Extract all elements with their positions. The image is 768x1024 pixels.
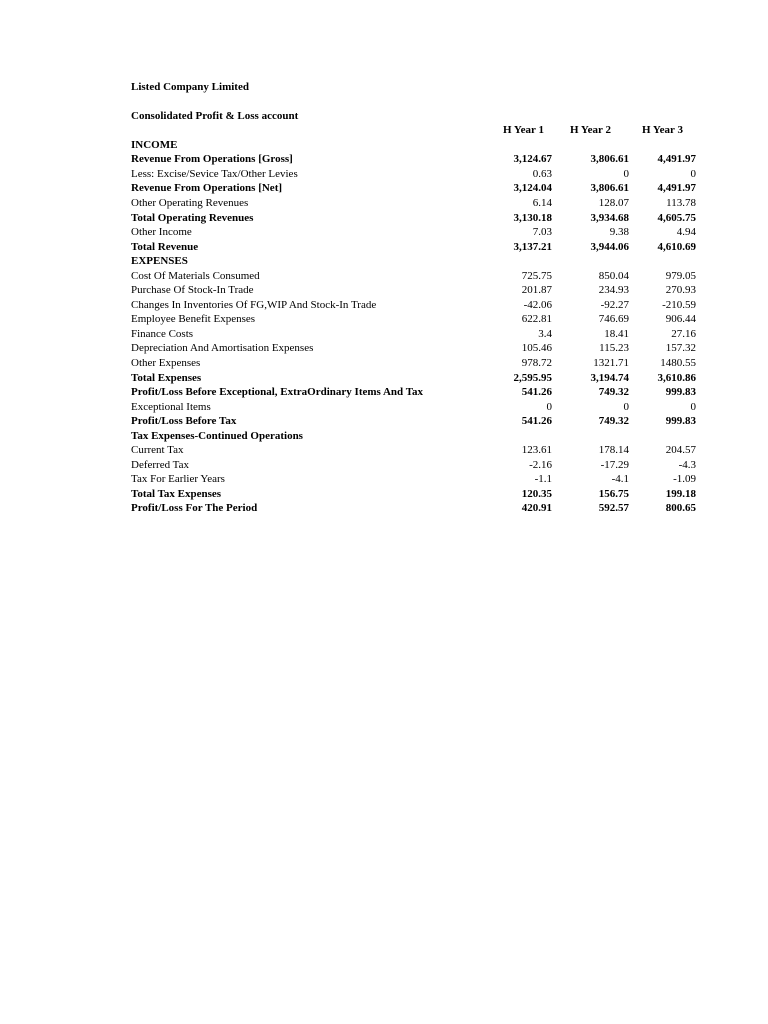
spacer [131, 94, 701, 109]
row-label: Total Revenue [131, 240, 199, 253]
row-value-year-2: 0 [623, 167, 629, 180]
row-value-year-2: 746.69 [598, 313, 629, 326]
row-label: Total Tax Expenses [131, 487, 222, 500]
table-row [131, 268, 696, 283]
table-row [131, 385, 696, 400]
row-value-year-2: 3,944.06 [590, 240, 629, 253]
table-row [131, 414, 696, 429]
row-value-year-2: 592.57 [598, 502, 629, 515]
row-value-year-2: -92.27 [600, 298, 629, 311]
row-value-year-2: 0 [623, 400, 629, 413]
row-label: Total Operating Revenues [131, 211, 254, 224]
row-label: Revenue From Operations [Gross] [131, 153, 293, 166]
row-value-year-3: 3,610.86 [657, 371, 696, 384]
row-value-year-2: 749.32 [598, 415, 629, 428]
row-value-year-2: 9.38 [609, 226, 629, 239]
row-value-year-2: 18.41 [604, 327, 629, 340]
table-row [131, 370, 696, 385]
row-value-year-1: -42.06 [523, 298, 552, 311]
row-value-year-2: 3,806.61 [590, 182, 629, 195]
row-value-year-1: 725.75 [521, 269, 552, 282]
row-label: Profit/Loss For The Period [131, 502, 258, 515]
row-value-year-3 [629, 254, 696, 269]
row-value-year-3: 4,610.69 [657, 240, 696, 253]
row-value-year-3: 999.83 [665, 386, 696, 399]
company-name: Listed Company Limited [131, 81, 249, 93]
row-value-year-3: 1480.55 [660, 357, 696, 370]
row-value-year-2: 3,194.74 [590, 371, 629, 384]
table-row [131, 501, 696, 516]
table-row [131, 458, 696, 473]
row-value-year-1: 420.91 [521, 502, 552, 515]
row-value-year-3: 4,605.75 [657, 211, 696, 224]
row-value-year-3: 0 [690, 167, 696, 180]
row-value-year-3: 999.83 [665, 415, 696, 428]
table-row [131, 254, 696, 269]
column-header-row [131, 123, 696, 138]
row-value-year-1: 123.61 [521, 444, 552, 457]
table-row [131, 196, 696, 211]
row-value-year-3: 113.78 [666, 197, 696, 209]
row-value-year-2: 156.75 [598, 487, 629, 500]
column-header-year-3: H Year 3 [642, 124, 683, 137]
table-row [131, 327, 696, 342]
row-value-year-2: 3,806.61 [590, 153, 629, 166]
table-row [131, 428, 696, 443]
table-row [131, 356, 696, 371]
row-label: Other Operating Revenues [131, 197, 249, 209]
row-value-year-1: 622.81 [521, 313, 552, 326]
row-label: Purchase Of Stock-In Trade [131, 284, 254, 297]
row-value-year-1: 120.35 [521, 487, 552, 500]
row-value-year-1 [495, 138, 552, 153]
row-value-year-2 [552, 254, 629, 269]
row-label: EXPENSES [131, 255, 188, 268]
row-value-year-2: -4.1 [611, 473, 629, 486]
table-row [131, 239, 696, 254]
row-value-year-2: 115.23 [599, 342, 629, 355]
row-value-year-1: 3,130.18 [513, 211, 552, 224]
row-value-year-3: 27.16 [671, 327, 696, 340]
table-row [131, 298, 696, 313]
row-label: Exceptional Items [131, 400, 211, 413]
row-label: Other Income [131, 226, 192, 239]
row-value-year-2 [552, 428, 629, 443]
row-value-year-3: -210.59 [662, 298, 696, 311]
table-row [131, 399, 696, 414]
table-row [131, 341, 696, 356]
row-value-year-1: 541.26 [521, 386, 552, 399]
row-label: Total Expenses [131, 371, 202, 384]
row-label: Tax For Earlier Years [131, 473, 225, 486]
row-label: Profit/Loss Before Tax [131, 415, 237, 428]
statement-title: Consolidated Profit & Loss account [131, 110, 299, 122]
row-label: Cost Of Materials Consumed [131, 269, 260, 282]
row-label: Finance Costs [131, 327, 194, 340]
row-value-year-2: -17.29 [600, 458, 629, 471]
row-value-year-2: 850.04 [598, 269, 629, 282]
row-label: Other Expenses [131, 357, 201, 370]
row-label: Changes In Inventories Of FG,WIP And Stock-In Trade [131, 298, 377, 311]
row-value-year-2: 234.93 [598, 284, 629, 297]
row-value-year-1: 541.26 [521, 415, 552, 428]
row-value-year-3: -1.09 [673, 473, 696, 486]
column-header-year-2: H Year 2 [570, 124, 611, 137]
row-label: Current Tax [131, 444, 184, 457]
row-value-year-3: 800.65 [665, 502, 696, 515]
row-value-year-1: 3.4 [538, 327, 552, 340]
row-value-year-3: 270.93 [665, 284, 696, 297]
row-value-year-2: 749.32 [598, 386, 629, 399]
financial-statement-sheet [131, 80, 701, 516]
table-row [131, 181, 696, 196]
row-value-year-3 [629, 428, 696, 443]
row-value-year-1 [495, 254, 552, 269]
row-label: Employee Benefit Expenses [131, 313, 256, 326]
table-row [131, 225, 696, 240]
table-row [131, 487, 696, 502]
row-value-year-1: 0.63 [532, 167, 552, 180]
row-value-year-1: 6.14 [532, 197, 552, 209]
table-row [131, 152, 696, 167]
table-row [131, 312, 696, 327]
row-value-year-2 [552, 138, 629, 153]
table-row [131, 138, 696, 153]
row-label: Revenue From Operations [Net] [131, 182, 283, 195]
row-value-year-2: 178.14 [598, 444, 629, 457]
row-value-year-3: 204.57 [665, 444, 696, 457]
row-value-year-3: 0 [690, 400, 696, 413]
row-value-year-3 [629, 138, 696, 153]
row-value-year-2: 128.07 [598, 197, 629, 209]
row-value-year-1: 3,124.04 [513, 182, 552, 195]
row-value-year-1: 201.87 [521, 284, 552, 297]
row-value-year-2: 1321.71 [593, 357, 629, 370]
row-value-year-1: 105.46 [521, 342, 552, 355]
profit-loss-table [131, 123, 696, 516]
row-value-year-3: 906.44 [665, 313, 696, 326]
row-label: Deferred Tax [131, 458, 189, 471]
row-value-year-1: 0 [546, 400, 552, 413]
row-value-year-1: 7.03 [532, 226, 552, 239]
row-label: Profit/Loss Before Exceptional, ExtraOrdinary Items And Tax [131, 386, 424, 399]
row-label: INCOME [131, 138, 178, 151]
row-value-year-3: 4,491.97 [657, 153, 696, 166]
row-value-year-1: 3,124.67 [513, 153, 552, 166]
table-row [131, 167, 696, 182]
row-value-year-3: 4.94 [676, 226, 696, 239]
table-row [131, 443, 696, 458]
row-label: Tax Expenses-Continued Operations [131, 429, 303, 442]
row-value-year-3: 157.32 [665, 342, 696, 355]
row-value-year-1: 978.72 [521, 357, 552, 370]
row-value-year-3: 4,491.97 [657, 182, 696, 195]
header-label-cell [131, 123, 495, 138]
profit-loss-table-body [131, 123, 696, 516]
table-row [131, 283, 696, 298]
row-value-year-3: 199.18 [665, 487, 696, 500]
row-label: Depreciation And Amortisation Expenses [131, 342, 314, 355]
row-value-year-2: 3,934.68 [590, 211, 629, 224]
table-row [131, 210, 696, 225]
row-value-year-1: -2.16 [529, 458, 552, 471]
row-value-year-1: 3,137.21 [513, 240, 552, 253]
row-value-year-1: 2,595.95 [513, 371, 552, 384]
row-value-year-3: -4.3 [678, 458, 696, 471]
column-header-year-1: H Year 1 [503, 124, 544, 137]
row-value-year-3: 979.05 [665, 269, 696, 282]
row-value-year-1: -1.1 [534, 473, 552, 486]
table-row [131, 472, 696, 487]
row-label: Less: Excise/Sevice Tax/Other Levies [131, 167, 298, 180]
row-value-year-1 [495, 428, 552, 443]
